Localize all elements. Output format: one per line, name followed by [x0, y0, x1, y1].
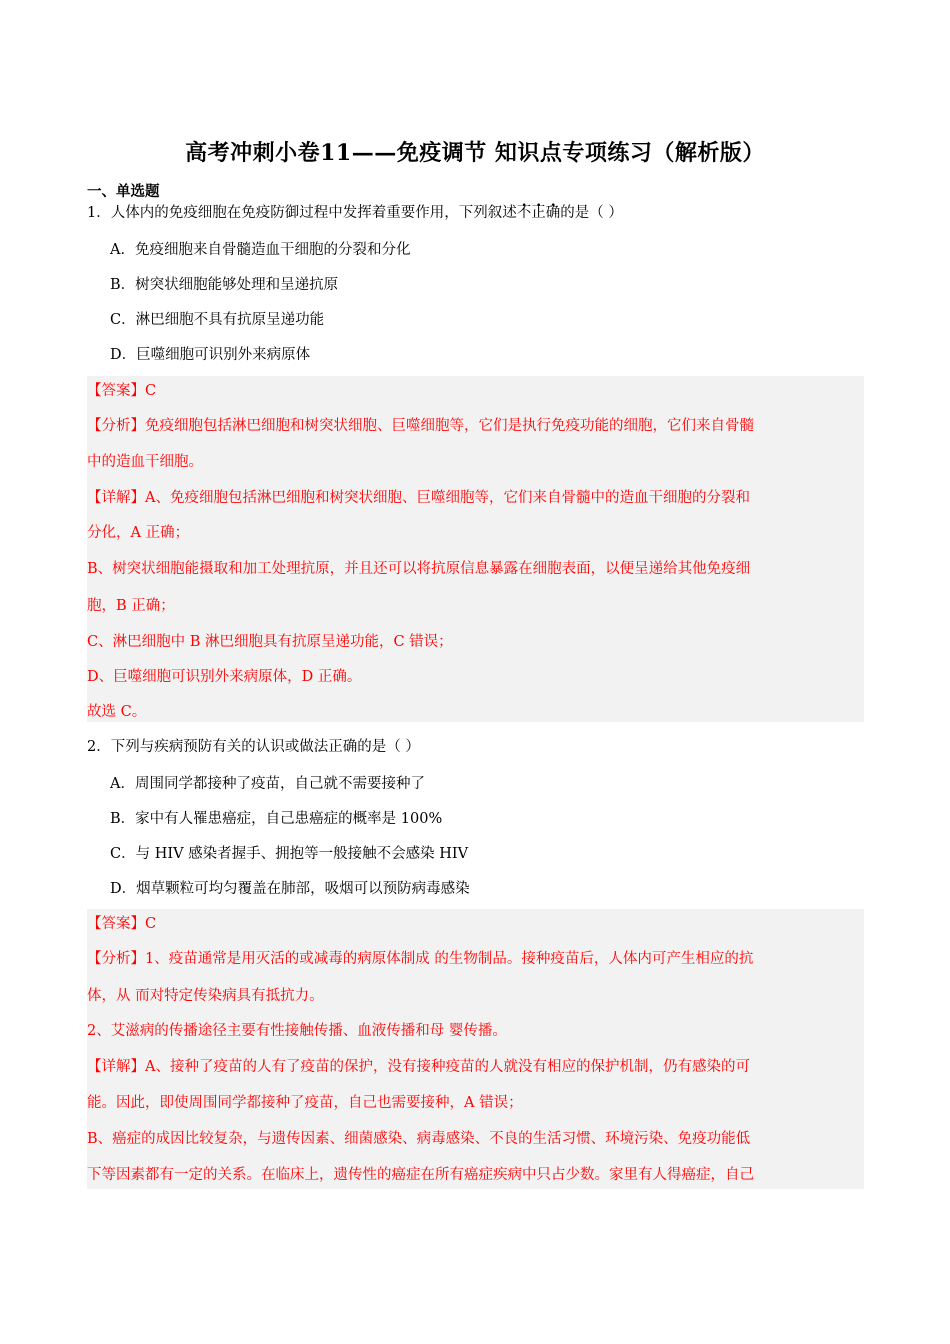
question-2-stem: 2．下列与疾病预防有关的认识或做法正确的是（ ）	[87, 739, 420, 755]
q1-answer-line: 胞，B 正确；	[87, 598, 175, 614]
question-1-option-c: C．淋巴细胞不具有抗原呈递功能	[110, 312, 325, 328]
q1-answer-line: C、淋巴细胞中 B 淋巴细胞具有抗原呈递功能，C 错误；	[87, 634, 453, 650]
q1-answer-line: 【详解】A、免疫细胞包括淋巴细胞和树突状细胞、巨噬细胞等，它们来自骨髓中的造血干细胞的分裂和	[87, 490, 750, 506]
q1-answer-line: 【分析】免疫细胞包括淋巴细胞和树突状细胞、巨噬细胞等，它们是执行免疫功能的细胞，它们来自骨髓	[87, 418, 754, 434]
section-heading: 一、单选题	[87, 183, 160, 200]
question-1-option-a: A．免疫细胞来自骨髓造血干细胞的分裂和分化	[110, 242, 411, 258]
q1-answer-line: 故选 C。	[87, 704, 147, 720]
page-title: 高考冲刺小卷11——免疫调节 知识点专项练习（解析版）	[185, 140, 765, 166]
q2-answer-line: 体，从 而对特定传染病具有抵抗力。	[87, 988, 324, 1004]
question-1-stem	[87, 203, 623, 223]
emphasis-char: 确	[545, 205, 561, 221]
q2-answer-line: 【答案】C	[87, 916, 157, 932]
question-1-stem-before: 1．人体内的免疫细胞在免疫防御过程中发挥着重要作用，下列叙述	[87, 205, 517, 221]
question-1-option-b: B．树突状细胞能够处理和呈递抗原	[110, 277, 339, 293]
emphasis-char: 正	[531, 205, 546, 221]
q2-answer-line: 【分析】1、疫苗通常是用灭活的或减毒的病原体制成 的生物制品。接种疫苗后，人体内可产生相应的抗	[87, 951, 754, 967]
q1-answer-line: 分化，A 正确；	[87, 525, 190, 541]
q2-answer-line: 下等因素都有一定的关系。在临床上，遗传性的癌症在所有癌症疾病中只占少数。家里有人得癌症，自己	[87, 1167, 754, 1183]
question-2-option-c: C．与 HIV 感染者握手、拥抱等一般接触不会感染 HIV	[110, 846, 469, 862]
question-1-emphasis	[517, 205, 561, 221]
q2-answer-line: B、癌症的成因比较复杂，与遗传因素、细菌感染、病毒感染、不良的生活习惯、环境污染、免疫功能低	[87, 1131, 751, 1147]
question-2-option-a: A．周围同学都接种了疫苗，自己就不需要接种了	[110, 776, 425, 792]
q1-answer-line: 【答案】C	[87, 383, 157, 399]
question-2-option-b: B．家中有人罹患癌症，自己患癌症的概率是 100%	[110, 811, 443, 827]
q2-answer-line: 【详解】A、接种了疫苗的人有了疫苗的保护，没有接种疫苗的人就没有相应的保护机制，仍有感染的可	[87, 1059, 750, 1075]
question-2-option-d: D．烟草颗粒可均匀覆盖在肺部，吸烟可以预防病毒感染	[110, 881, 470, 897]
question-1-option-d: D．巨噬细胞可识别外来病原体	[110, 347, 311, 363]
q1-answer-line: B、树突状细胞能摄取和加工处理抗原，并且还可以将抗原信息暴露在细胞表面，以便呈递给其他免疫细	[87, 561, 751, 577]
emphasis-char: 不	[516, 205, 532, 221]
question-1-stem-after: 的是（ ）	[560, 205, 623, 221]
q1-answer-line: D、巨噬细胞可识别外来病原体，D 正确。	[87, 669, 362, 685]
q2-answer-line: 2、艾滋病的传播途径主要有性接触传播、血液传播和母 婴传播。	[87, 1023, 507, 1039]
q1-answer-line: 中的造血干细胞。	[87, 454, 203, 470]
q2-answer-line: 能。因此，即使周围同学都接种了疫苗，自己也需要接种，A 错误；	[87, 1095, 523, 1111]
